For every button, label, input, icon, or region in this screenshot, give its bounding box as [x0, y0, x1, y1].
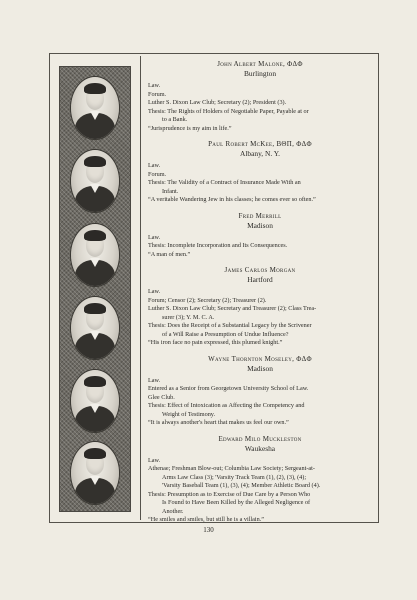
entry-text-line: to a Bank.	[162, 116, 188, 123]
student-name: Paul Robert McKee, BΘΠ, ΦΔΦ	[208, 140, 312, 148]
hometown: Albany, N. Y.	[240, 149, 280, 158]
portrait-strip	[59, 66, 131, 512]
portrait-photo-5	[71, 370, 119, 432]
student-entry	[148, 140, 372, 205]
entry-text-line: “He smiles and smiles, but still he is a villain.”	[148, 516, 264, 523]
entry-text-line: Glee Club.	[148, 393, 175, 401]
entry-text-line: Thesis: Effect of Intoxication as Affecting the Competency and	[148, 402, 305, 409]
student-name: Edward Milo Muckleston	[218, 434, 302, 443]
entry-text-line: Forum; Censor (2); Secretary (2); Treasurer (2).	[148, 296, 267, 304]
entry-text-line: “It is always another's heart that makes us feel our own.”	[148, 419, 289, 426]
entry-text-line: “A veritable Wandering Jew in his classes; he comes ever so often.”	[148, 196, 316, 203]
student-entry	[148, 355, 372, 428]
portrait-photo-1	[71, 77, 119, 139]
student-entry	[148, 60, 372, 133]
entry-text-line: Arms Law Class (3); 'Varsity Track Team (1), (2), (3), (4);	[162, 473, 307, 481]
entry-text-line: Athenae; Freshman Blow-out; Columbia Law Society; Sergeant-at-	[148, 465, 315, 472]
entry-text-line: Forum.	[148, 170, 167, 178]
entry-text-line: Is Found to Have Been Killed by the Alleged Negligence of	[162, 499, 311, 506]
portrait-photo-6	[71, 442, 119, 504]
portrait-photo-2	[71, 150, 119, 212]
hometown: Madison	[247, 363, 273, 373]
entry-text-line: 'Varsity Baseball Team (1), (3), (4); Member Athletic Board (4).	[162, 482, 321, 489]
hometown: Burlington	[243, 69, 277, 78]
entry-text-line: of a Will Raise a Presumption of Undue Influence?	[162, 330, 289, 338]
student-name: Fred Merrill	[238, 211, 282, 220]
entry-text-line: Weight of Testimony.	[162, 410, 216, 418]
entry-text-line: Thesis: Does the Receipt of a Substantial Legacy by the Scrivener	[148, 322, 312, 329]
entry-text-line: Law.	[148, 288, 161, 295]
student-entry	[148, 212, 372, 260]
portrait-photo-3	[71, 224, 119, 286]
page-number: 130	[203, 526, 214, 534]
hometown: Hartford	[247, 275, 273, 284]
student-entries	[148, 60, 372, 532]
student-name: John Albert Malone, ΦΔΦ	[217, 60, 303, 68]
hometown: Waukesha	[244, 443, 276, 453]
entry-text-line: Law.	[148, 82, 161, 89]
entry-text-line: Law.	[148, 376, 161, 384]
student-name: Wayne Thornton Moseley, ΦΔΦ	[208, 354, 312, 363]
entry-text-line: “His iron face no pain expressed, this plumed knight.”	[148, 339, 283, 346]
student-entry	[148, 435, 372, 525]
entry-text-line: Law.	[148, 456, 161, 464]
column-divider	[140, 56, 141, 520]
entry-text-line: Another.	[162, 507, 184, 515]
entry-text-line: Infant.	[162, 187, 179, 195]
entry-text-line: Law.	[148, 162, 161, 169]
entry-text-line: Thesis: Presumption as to Exercise of Due Care by a Person Who	[148, 490, 311, 498]
entry-text-line: Law.	[148, 233, 161, 241]
hometown: Madison	[247, 220, 273, 230]
portrait-photo-4	[71, 297, 119, 359]
entry-text-line: “Jurisprudence is my aim in life.”	[148, 124, 232, 132]
entry-text-line: Forum.	[148, 90, 167, 98]
entry-text-line: Thesis: Incomplete Incorporation and Its Consequences.	[148, 242, 288, 249]
student-name: James Carlos Morgan	[224, 266, 296, 274]
entry-text-line: Thesis: The Rights of Holders of Negotiable Paper, Payable at or	[148, 107, 309, 115]
entry-text-line: “A man of men.”	[148, 250, 191, 258]
entry-text-line: surer (3); Y. M. C. A.	[162, 313, 215, 321]
student-entry	[148, 266, 372, 348]
entry-text-line: Thesis: The Validity of a Contract of Insurance Made With an	[148, 179, 301, 186]
entry-text-line: Luther S. Dixon Law Club; Secretary (2); President (3).	[148, 99, 287, 106]
entry-text-line: Luther S. Dixon Law Club; Secretary and Treasurer (2); Class Trea-	[148, 305, 317, 312]
entry-text-line: Entered as a Senior from Georgetown University School of Law.	[148, 385, 309, 392]
